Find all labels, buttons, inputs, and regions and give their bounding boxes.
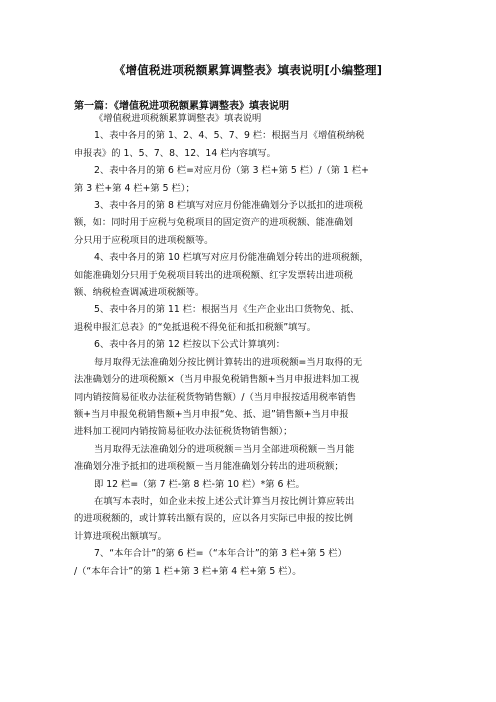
text-line: 当月取得无法准确划分的进项税额＝当月全部进项税额－当月能 <box>94 443 355 455</box>
text-line: 额、纳税检查调减进项税额等。 <box>74 287 205 299</box>
text-line: /（“本年合计”的第 1 栏+第 3 栏+第 4 栏+第 5 栏）。 <box>74 565 302 577</box>
text-line: 分只用于应税项目的进项税额等。 <box>74 234 214 246</box>
text-line: 退税申报汇总表》的“免抵退税不得免征和抵扣税额”填写。 <box>74 321 317 333</box>
text-line: 3、表中各月的第 8 栏填写对应月份能准确划分予以抵扣的进项税 <box>94 200 363 212</box>
text-line: 1、表中各月的第 1、2、4、5、7、9 栏：根据当月《增值税纳税 <box>94 130 365 142</box>
text-line: 申报表》的 1、5、7、8、12、14 栏内容填写。 <box>74 147 276 159</box>
text-line: 额，如：同时用于应税与免税项目的固定资产的进项税额、能准确划 <box>74 217 353 229</box>
text-line: 7、“本年合计”的第 6 栏=（“本年合计”的第 3 栏+第 5 栏） <box>94 548 347 560</box>
text-line: 如能准确划分只用于免税项目转出的进项税额、红字发票转出进项税 <box>74 269 353 281</box>
text-line: 额+当月申报免税销售额+当月申报“免、抵、退”销售额+当月申报 <box>74 408 349 420</box>
text-line: 在填写本表时，如企业未按上述公式计算当月按比例计算应转出 <box>94 495 355 507</box>
text-line: 的进项税额的，或计算转出额有误的，应以各月实际已申报的按比例 <box>74 513 353 525</box>
text-line: 5、表中各月的第 11 栏：根据当月《生产企业出口货物免、抵、 <box>94 304 360 316</box>
text-line: 同内销按简易征收办法征税货物销售额）/（当月申报按适用税率销售 <box>74 391 357 403</box>
text-line: 进料加工视同内销按简易征收办法征税货物销售额）； <box>74 426 293 438</box>
text-line: 6、表中各月的第 12 栏按以下公式计算填列： <box>94 339 285 351</box>
text-line: 计算进项税出额填写。 <box>74 530 167 542</box>
text-line: 2、表中各月的第 6 栏=对应月份（第 3 栏+第 5 栏）/（第 1 栏+ <box>94 165 369 177</box>
text-line: 即 12 栏=（第 7 栏-第 8 栏-第 10 栏）*第 6 栏。 <box>94 478 305 490</box>
text-line: 《增值税进项税额累算调整表》填表说明 <box>94 113 262 124</box>
text-line: 4、表中各月的第 10 栏填写对应月份能准确划分转出的进项税额， <box>94 252 369 264</box>
text-line: 每月取得无法准确划分按比例计算转出的进项税额=当月取得的无 <box>94 356 363 368</box>
body-text <box>74 110 434 580</box>
text-line: 第 3 栏+第 4 栏+第 5 栏）； <box>74 182 195 194</box>
section-heading: 第一篇：《增值税进项税额累算调整表》填表说明 <box>74 101 289 112</box>
text-line: 法准确划分的进项税额×（当月申报免税销售额+当月申报进料加工视 <box>74 374 360 386</box>
document-title: 《增值税进项税额累算调整表》填表说明[小编整理] <box>113 63 383 77</box>
text-line: 准确划分准予抵扣的进项税额－当月能准确划分转出的进项税额； <box>74 461 344 473</box>
